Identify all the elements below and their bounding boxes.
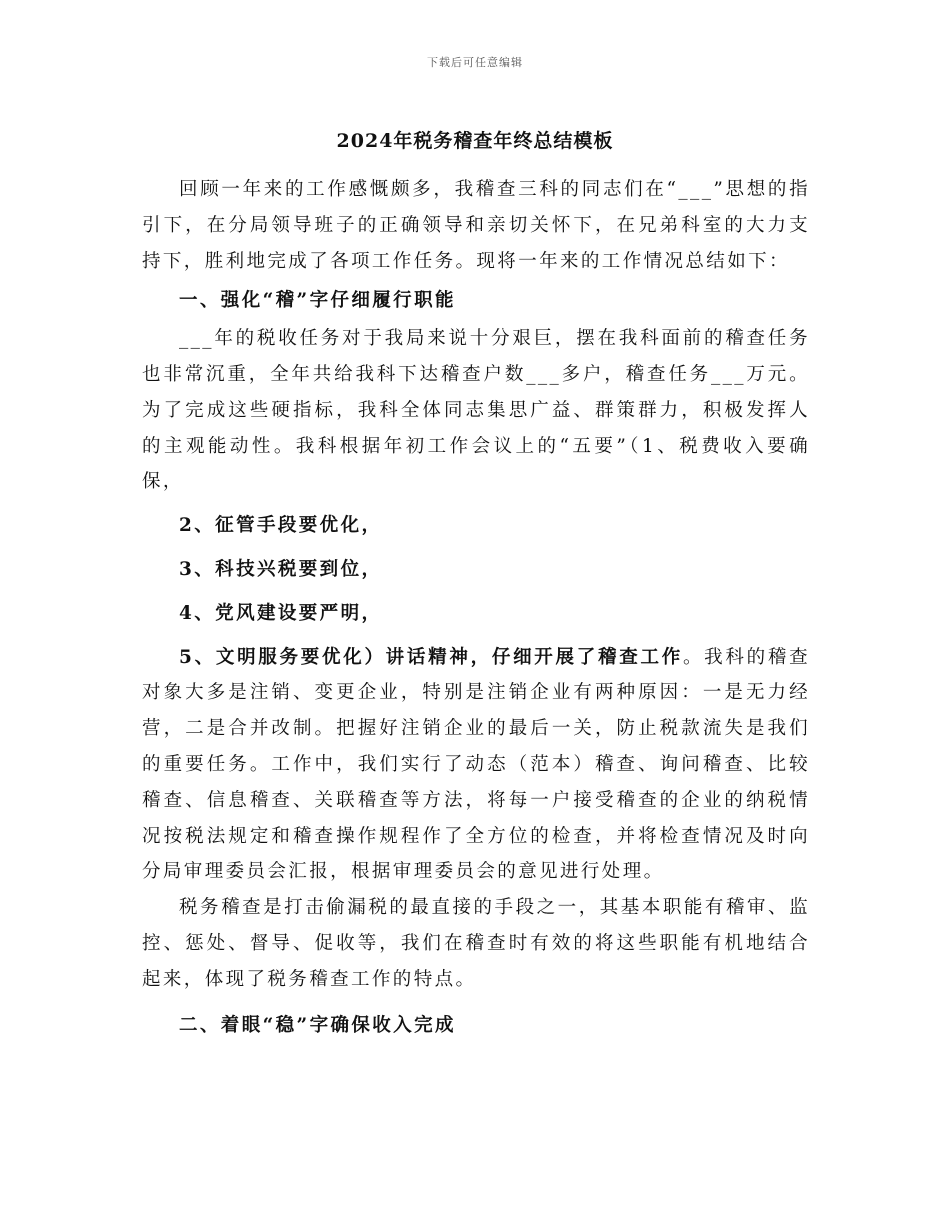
document-title: 2024年税务稽查年终总结模板 bbox=[336, 130, 614, 152]
section-1-paragraph-1: ___年的税收任务对于我局来说十分艰巨，摆在我科面前的稽查任务也非常沉重，全年共给我科下达稽查户数___多户，稽查任务___万元。为了完成这些硬指标，我科全体同志集思广益、群策群力，积极发挥人的主观能动性。我科根据年初工作会议上的“五要”（1、税费收入要确保， bbox=[142, 328, 810, 493]
section-1-heading: 一、强化“稽”字仔细履行职能 bbox=[179, 290, 456, 312]
document-body bbox=[142, 172, 810, 1043]
list-item-3: 3、科技兴税要到位， bbox=[179, 558, 383, 580]
list-item-5-paragraph bbox=[142, 640, 810, 891]
page-header-note: 下载后可任意编辑 bbox=[427, 56, 523, 69]
intro-paragraph: 回顾一年来的工作感慨颇多，我稽查三科的同志们在“___”思想的指引下，在分局领导班子的正确领导和亲切关怀下，在兄弟科室的大力支持下，胜利地完成了各项工作任务。现将一年来的工作情况总结如下： bbox=[142, 179, 810, 272]
list-item-2: 2、征管手段要优化， bbox=[179, 515, 383, 537]
list-item-5-rest: 。我科的稽查对象大多是注销、变更企业，特别是注销企业有两种原因：一是无力经营，二是合并改制。把握好注销企业的最后一关，防止税款流失是我们的重要任务。工作中，我们实行了动态（范本）稽查、询问稽查、比较稽查、信息稽查、关联稽查等方法，将每一户接受稽查的企业的纳税情况按税法规定和稽查操作规程作了全方位的检查，并将检查情况及时向分局审理委员会汇报，根据审理委员会的意见进行处理。 bbox=[142, 646, 810, 883]
list-item-4: 4、党风建设要严明， bbox=[179, 602, 383, 624]
section-2-heading: 二、着眼“稳”字确保收入完成 bbox=[179, 1014, 456, 1036]
list-item-5-bold-lead: 5、文明服务要优化）讲话精神，仔细开展了稽查工作 bbox=[179, 646, 683, 668]
section-1-paragraph-2: 税务稽查是打击偷漏税的最直接的手段之一，其基本职能有稽审、监控、惩处、督导、促收等，我们在稽查时有效的将这些职能有机地结合起来，体现了税务稽查工作的特点。 bbox=[142, 897, 810, 990]
